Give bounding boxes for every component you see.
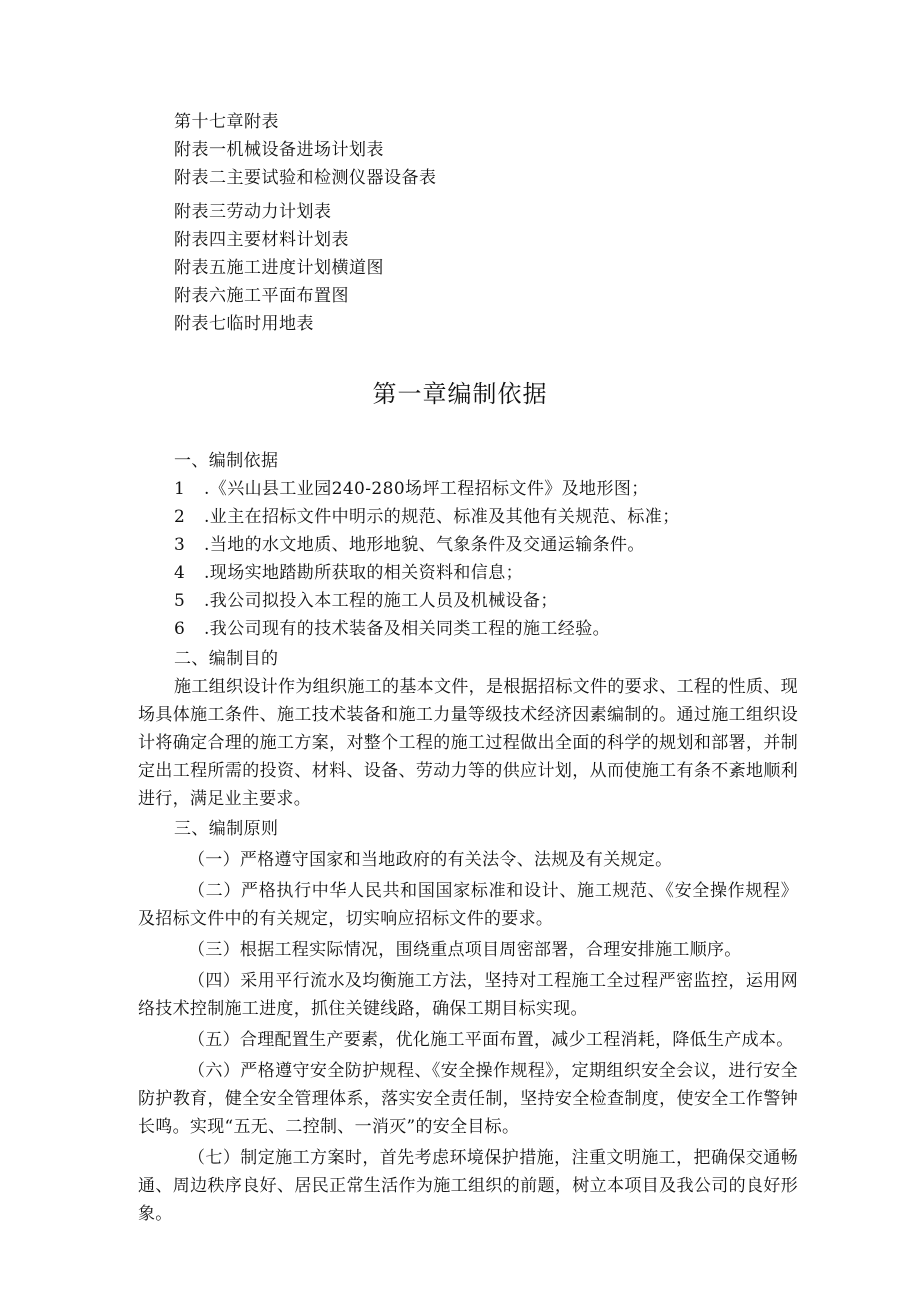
basis-item: [138, 559, 798, 587]
basis-item-text: .《兴山县工业园240-280场坪工程招标文件》及地形图；: [204, 479, 649, 499]
principle-item: （一）严格遵守国家和当地政府的有关法令、法规及有关规定。: [188, 850, 673, 870]
principle-item: （五）合理配置生产要素，优化施工平面布置，减少工程消耗，降低生产成本。: [188, 1030, 794, 1050]
basis-item: [138, 475, 798, 503]
toc-appendix-3: 附表三劳动力计划表: [174, 202, 332, 222]
basis-item-number: 3: [174, 535, 186, 555]
basis-item-text: .我公司现有的技术装备及相关同类工程的施工经验。: [204, 619, 611, 639]
basis-item-number: 5: [174, 591, 186, 611]
purpose-paragraph: 施工组织设计作为组织施工的基本文件，是根据招标文件的要求、工程的性质、现场具体施工条件、施工技术装备和施工力量等级技术经济因素编制的。通过施工组织设计将确定合理的施工方案，对整个工程的施工过程做出全面的科学的规划和部署，并制定出工程所需的投资、材料、设备、劳动力等的供应计划，从而使施工有条不紊地顺利进行，满足业主要求。: [138, 677, 798, 809]
basis-item-text: .业主在招标文件中明示的规范、标准及其他有关规范、标准；: [204, 507, 680, 527]
toc-chapter-17: 第十七章附表: [174, 112, 279, 132]
basis-item-text: .我公司拟投入本工程的施工人员及机械设备；: [204, 591, 558, 611]
toc-appendix-2: 附表二主要试验和检测仪器设备表: [174, 168, 437, 188]
section-heading-principles: 三、编制原则: [174, 819, 279, 839]
toc-appendix-5: 附表五施工进度计划横道图: [174, 258, 384, 278]
basis-item-number: 1: [174, 479, 186, 499]
principle-item: （三）根据工程实际情况，围绕重点项目周密部署，合理安排施工顺序。: [188, 940, 742, 960]
toc-appendix-4: 附表四主要材料计划表: [174, 230, 349, 250]
principle-item: （四）采用平行流水及均衡施工方法，坚持对工程施工全过程严密监控，运用网络技术控制施工进度，抓住关键线路，确保工期目标实现。: [138, 971, 798, 1019]
section-heading-basis: 一、编制依据: [174, 451, 279, 471]
basis-item-number: 6: [174, 619, 186, 639]
basis-item-text: .现场实地踏勘所获取的相关资料和信息；: [204, 563, 524, 583]
principle-item: （七）制定施工方案时，首先考虑环境保护措施，注重文明施工，把确保交通畅通、周边秩序良好、居民正常生活作为施工组织的前题，树立本项目及我公司的良好形象。: [138, 1148, 798, 1224]
basis-item: [138, 531, 798, 559]
basis-item: [138, 587, 798, 615]
toc-appendix-7: 附表七临时用地表: [174, 314, 314, 334]
toc-appendix-1: 附表一机械设备进场计划表: [174, 140, 384, 160]
basis-item-text: .当地的水文地质、地形地貌、气象条件及交通运输条件。: [204, 535, 645, 555]
basis-item: [138, 615, 798, 643]
section-heading-purpose: 二、编制目的: [174, 649, 279, 669]
principle-item: （二）严格执行中华人民共和国国家标准和设计、施工规范、《安全操作规程》及招标文件中的有关规定，切实响应招标文件的要求。: [138, 881, 798, 929]
basis-item: [138, 503, 798, 531]
basis-item-number: 2: [174, 507, 186, 527]
toc-appendix-6: 附表六施工平面布置图: [174, 286, 349, 306]
principle-item: （六）严格遵守安全防护规程、《安全操作规程》，定期组织安全会议，进行安全防护教育，健全安全管理体系，落实安全责任制，坚持安全检查制度，使安全工作警钟长鸣。实现“五无、二控制、一消灭”的安全目标。: [138, 1061, 798, 1137]
chapter-body: [138, 445, 798, 1228]
chapter-title: 第一章编制依据: [372, 380, 548, 408]
appendix-list: [174, 108, 774, 338]
basis-item-number: 4: [174, 563, 186, 583]
